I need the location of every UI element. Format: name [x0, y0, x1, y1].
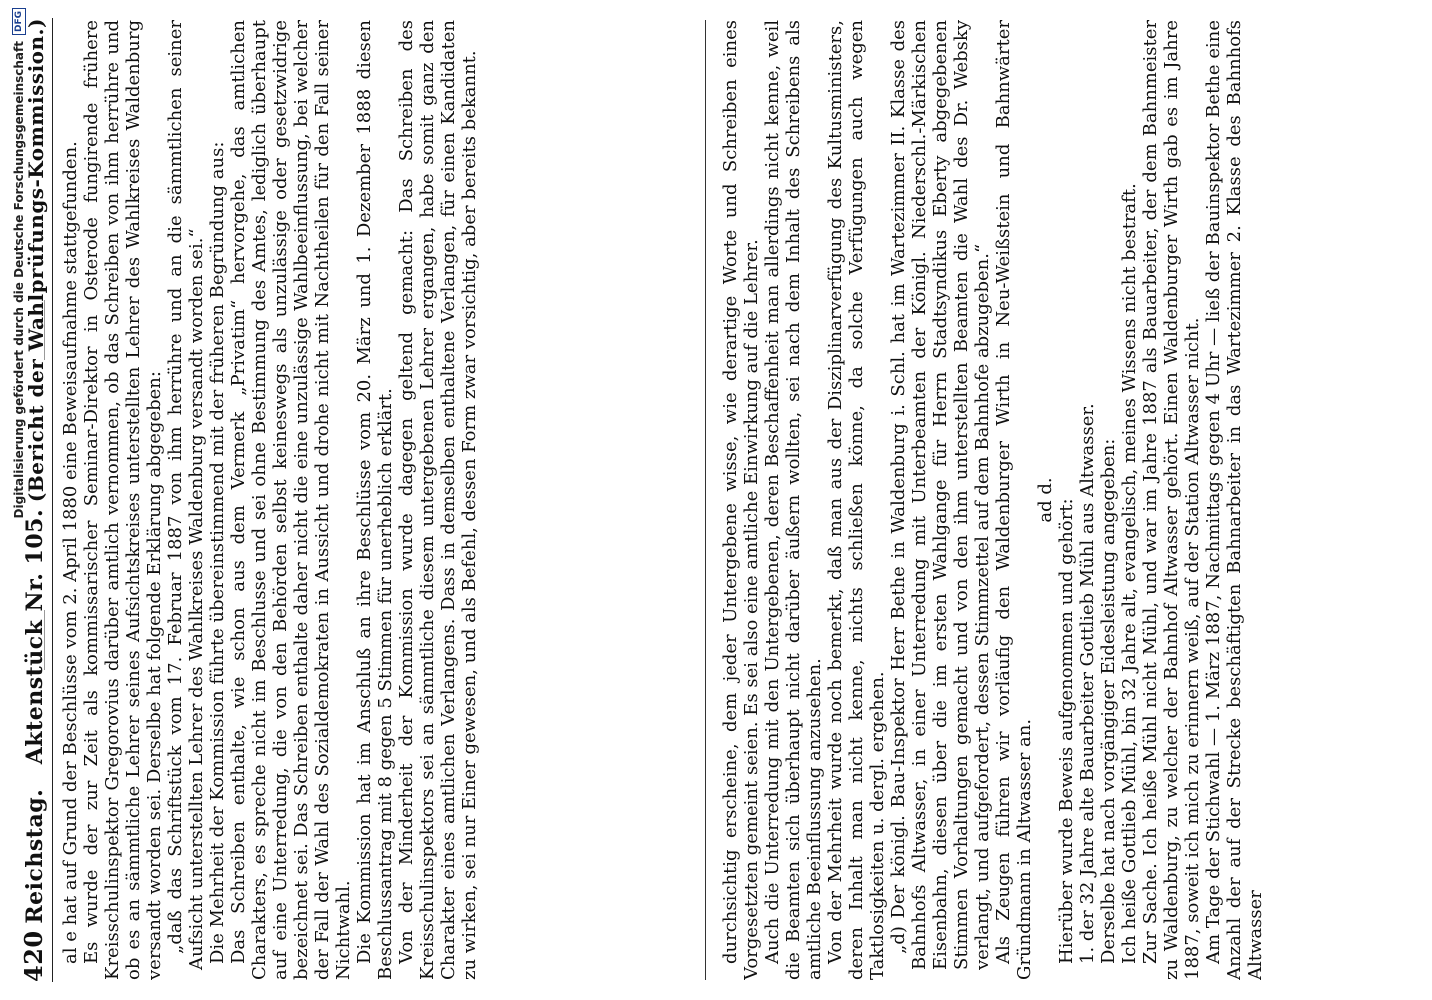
paragraph: Von der Mehrheit wurde noch bemerkt, daß man aus der Disziplinarverfügung des Kultusministers, deren Inhalt man nicht kenne, nichts schließen könne, da solche Verfügungen auch wegen Taktlosigkeiten u. dergl. ergehen.: [825, 20, 888, 980]
page-header: [14, 18, 48, 982]
section-marker: ad d.: [1035, 477, 1056, 523]
paragraph: Derselbe hat nach vorgängiger Eidesleistung angegeben:: [1098, 438, 1119, 964]
column-divider: [705, 20, 706, 980]
paragraph: Die Mehrheit der Kommission führte übereinstimmend mit der früheren Begründung aus:: [207, 141, 228, 964]
paragraph: 1. der 32 Jahre alte Bauarbeiter Gottlieb Mühl aus Altwasser.: [1077, 403, 1098, 964]
paragraph: al e hat auf Grund der Beschlüsse vom 2. April 1880 eine Beweisaufnahme stattgefunden.: [60, 141, 81, 964]
paragraph: Von der Minderheit der Kommission wurde dagegen geltend gemacht: Das Schreiben des Kreisschulinspektors sei an sämmtliche diesem untergebenen Lehrer ergangen, habe somit ganz den Charakter eines amtlichen Verlangens. Dass in demselben enthaltene Verlangen, für einen Kandidaten zu wirken, sei nur Einer gewesen, und als Befehl, dessen Form zwar vorsichtig, aber bereits bekannt.: [396, 20, 480, 980]
paragraph: durchsichtig erscheine, dem jeder Untergebene wisse, wie derartige Worte und Schreiben eines Vorgesetzten gemeint seien. Es sei also eine amtliche Einwirkung auf die Lehrer.: [720, 20, 762, 980]
dfg-logo: DFG: [12, 8, 26, 35]
paragraph: Hierüber wurde Beweis aufgenommen und gehört:: [1056, 498, 1077, 964]
credit-text: Digitalisierung gefördert durch die Deutsche Forschungsgemeinschaft: [12, 41, 26, 519]
paragraph: „d) Der königl. Bau-Inspektor Herr Bethe in Waldenburg i. Schl. hat im Wartezimmer II. Klasse des Bahnhofs Altwasser, in einer Unterredung mit Unterbeamten der Königl. Niederschl.-Märkischen Eisenbahn, diesen über die im ersten Wahlgange für Herrn Stadtsyndikus Eberty abgegebenen Stimmen Vorhaltungen gemacht und von den ihm unterstellten Beamten die Wahl des Dr. Websky verlangt, und aufgefordert, dessen Stimmzettel auf dem Bahnhofe abzugeben.“: [888, 20, 993, 970]
publication-title: [22, 509, 48, 924]
paragraph: Zur Sache. Ich heiße Mühl nicht Mühl, und war im Jahre 1887 als Bauarbeiter, der dem Bahnmeister zu Waldenburg, zu welcher der Bahnhof Altwasser gehört. Einen Waldenburger Wirth gab es im Jahre 1887, soweit ich mich zu erinnern weiß, auf der Station Altwasser nicht.: [1140, 20, 1203, 980]
paragraph: Am Tage der Stichwahl — 1. März 1887, Nachmittags gegen 4 Uhr — ließ der Bauinspektor Bethe eine Anzahl der auf der Strecke beschäftigten Bahnarbeiter in das Wartezimmer 2. Klasse des Bahnhofs Altwasser: [1203, 20, 1266, 980]
header-rule: [52, 18, 53, 982]
page-number: 420: [19, 930, 48, 982]
left-column: [60, 20, 690, 980]
paragraph: Es wurde der zur Zeit als kommissarischer Seminar-Direktor in Osterode fungirende frühere Kreisschulinspektor Gregorovius darüber amtlich vernommen, ob das Schreiben von ihm herrühre und ob es an sämmtliche Lehrer seines Aufsichtskreises unterstellten Lehrer des Wahlkreises Waldenburg versandt worden sei. Derselbe hat folgende Erklärung abgegeben:: [81, 20, 165, 980]
paragraph: Das Schreiben enthalte, wie schon aus dem Vermerk „Privatim“ hervorgehe, das amtlichen Charakters, es spreche nicht im Beschlusse und sei ohne Bestimmung des Amtes, lediglich überhaupt auf eine Unterredung, die von den Behörden selbst keineswegs als unzulässige oder gesetzwidrige bezeichnet sei. Das Schreiben enthalte daher nicht die eine unzulässige Wahlbeeinflussung, bei welcher der Fall der Wahl des Sozialdemokraten in Aussicht und drohe nicht mit Nachtheilen für den Fall seiner Nichtwahl.: [228, 20, 354, 980]
paragraph: Ich heiße Gottlieb Mühl, bin 32 Jahre alt, evangelisch, meines Wissens nicht bestraft.: [1119, 183, 1140, 964]
paragraph: „daß das Schriftstück vom 17. Februar 1887 von ihm herrühre und an die sämmtlichen seiner Aufsicht unterstellten Lehrer des Wahlkreises Waldenburg versandt worden sei.“: [165, 20, 207, 970]
paragraph: Auch die Unterredung mit den Untergebenen, deren Beschaffenheit man allerdings nicht kenne, weil die Beamten sich überhaupt nicht darüber äußern wollten, sei nach dem Inhalt des Schreibens als amtliche Beeinflussung anzusehen.: [762, 20, 825, 980]
paragraph: Die Kommission hat im Anschluß an ihre Beschlüsse vom 20. März und 1. Dezember 1888 diesen Beschlussantrag mit 8 gegen 5 Stimmen für unerheblich erklärt.: [354, 20, 396, 980]
publication-name: Reichstag.: [22, 788, 48, 924]
right-column: [720, 20, 1340, 980]
paragraph: Als Zeugen führen wir vorläufig den Waldenburger Wirth in Neu-Weißstein und Bahnwärter Gründmann in Altwasser an.: [993, 20, 1035, 980]
section-title: Aktenstück Nr. 105.: [22, 508, 48, 765]
report-subtitle: (Bericht der Wahlprüfungs-Kommission.): [24, 18, 48, 503]
